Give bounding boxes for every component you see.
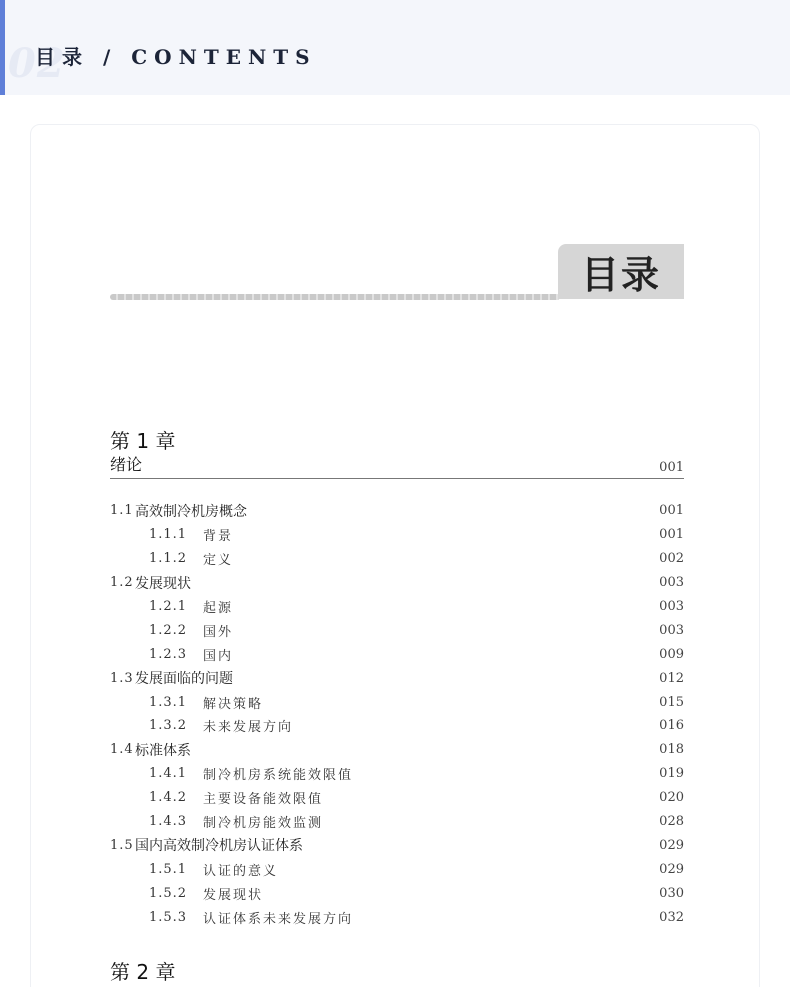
toc-entry-title: 标准体系 [135, 742, 191, 759]
chapter-2-label[interactable]: 第 2 章 [110, 960, 176, 984]
toc-entry[interactable] [110, 523, 684, 547]
toc-entry-title: 认证的意义 [203, 863, 279, 879]
toc-entry-title: 发展面临的问题 [135, 671, 233, 688]
toc-entry-number: 1.5.1 [149, 861, 188, 877]
toc-entry-title: 发展现状 [203, 887, 264, 903]
chapter-1-page: 001 [659, 460, 684, 475]
toc-entry-page: 003 [659, 575, 684, 591]
toc-entry-left [149, 645, 233, 664]
toc-heading-box [558, 244, 684, 299]
toc-entry-page: 030 [659, 885, 684, 901]
toc-entry-number: 1.4 [110, 742, 134, 758]
toc-entry[interactable] [110, 595, 684, 619]
toc-entry-left [110, 668, 233, 688]
toc-entry-title: 国内 [203, 648, 234, 664]
toc-entry[interactable] [110, 690, 684, 714]
toc-entry-number: 1.1 [110, 503, 134, 519]
toc-entry-number: 1.3 [110, 670, 134, 686]
toc-entry-left [149, 860, 278, 879]
toc-list [110, 499, 684, 929]
toc-entry-left [149, 693, 263, 712]
toc-entry[interactable] [110, 714, 684, 738]
toc-entry-page: 003 [659, 622, 684, 638]
toc-entry-page: 016 [659, 718, 684, 734]
toc-entry-number: 1.5 [110, 837, 134, 853]
toc-entry-number: 1.3.1 [149, 694, 188, 710]
header-title: 目录 / CONTENTS [35, 45, 317, 69]
toc-entry-page: 029 [659, 837, 684, 853]
toc-entry-left [110, 835, 303, 855]
toc-entry[interactable] [110, 642, 684, 666]
toc-entry-title: 制冷机房系统能效限值 [203, 768, 354, 784]
toc-entry-number: 1.3.2 [149, 718, 188, 734]
toc-entry-title: 制冷机房能效监测 [203, 816, 324, 832]
toc-entry-left [149, 812, 323, 831]
toc-entry[interactable] [110, 881, 684, 905]
toc-entry-title: 国外 [203, 624, 234, 640]
toc-entry-left [149, 788, 323, 807]
toc-entry-title: 发展现状 [135, 575, 191, 592]
toc-entry-title: 定义 [203, 553, 234, 569]
toc-entry-title: 起源 [203, 601, 234, 616]
toc-entry-title: 背景 [203, 529, 234, 545]
toc-entry[interactable] [110, 786, 684, 810]
toc-entry-number: 1.5.3 [149, 909, 188, 925]
toc-entry[interactable] [110, 810, 684, 834]
toc-heading-underline [110, 294, 560, 300]
toc-entry[interactable] [110, 618, 684, 642]
toc-entry-number: 1.2.1 [149, 599, 188, 614]
toc-heading: 目录 [580, 252, 661, 297]
toc-entry-left [110, 740, 191, 760]
toc-entry-title: 高效制冷机房概念 [135, 503, 247, 520]
toc-entry-page: 015 [659, 694, 684, 710]
toc-entry-page: 009 [659, 646, 684, 662]
toc-entry-left [149, 621, 233, 640]
toc-entry[interactable] [110, 738, 684, 762]
toc-entry-left [149, 597, 233, 616]
toc-entry-page: 003 [659, 599, 684, 614]
toc-entry-page: 028 [659, 814, 684, 830]
toc-entry-page: 012 [659, 670, 684, 686]
toc-entry-page: 001 [659, 503, 684, 519]
toc-entry[interactable] [110, 666, 684, 690]
toc-entry[interactable] [110, 571, 684, 595]
toc-entry-number: 1.1.2 [149, 551, 188, 567]
toc-entry-page: 001 [659, 527, 684, 543]
toc-entry-number: 1.2 [110, 575, 134, 591]
toc-entry[interactable] [110, 857, 684, 881]
toc-entry[interactable] [110, 762, 684, 786]
toc-entry-number: 1.4.2 [149, 790, 188, 806]
toc-entry-page: 018 [659, 742, 684, 758]
toc-entry-number: 1.1.1 [149, 527, 188, 543]
toc-entry-page: 002 [659, 551, 684, 567]
toc-entry-left [149, 525, 233, 544]
toc-entry-left [149, 716, 293, 735]
toc-entry-title: 认证体系未来发展方向 [203, 911, 354, 927]
toc-entry-left [149, 764, 353, 783]
chapter-1-label[interactable]: 第 1 章 [110, 429, 176, 453]
toc-entry-left [110, 573, 191, 593]
toc-entry[interactable] [110, 905, 684, 929]
toc-entry-left [149, 549, 233, 568]
toc-entry-number: 1.4.3 [149, 814, 188, 830]
toc-entry-title: 主要设备能效限值 [203, 792, 324, 808]
toc-entry-title: 国内高效制冷机房认证体系 [135, 838, 303, 855]
chapter-1-name: 绪论 [110, 455, 143, 474]
header-watermark-number: 02 [8, 40, 66, 87]
toc-entry[interactable] [110, 833, 684, 857]
toc-entry-left [110, 501, 247, 521]
page-header [0, 0, 790, 95]
chapter-1-row[interactable] [110, 455, 684, 479]
toc-entry-left [149, 884, 263, 903]
toc-entry[interactable] [110, 499, 684, 523]
toc-entry-title: 未来发展方向 [203, 720, 294, 736]
toc-entry[interactable] [110, 547, 684, 571]
toc-entry-number: 1.2.3 [149, 646, 188, 662]
toc-entry-page: 032 [659, 909, 684, 925]
toc-entry-page: 020 [659, 790, 684, 806]
toc-entry-number: 1.4.1 [149, 766, 188, 782]
toc-entry-title: 解决策略 [203, 696, 264, 712]
toc-entry-number: 1.2.2 [149, 622, 188, 638]
toc-entry-page: 029 [659, 861, 684, 877]
toc-entry-left [149, 908, 353, 927]
toc-entry-page: 019 [659, 766, 684, 782]
header-accent-bar [0, 0, 5, 95]
toc-entry-number: 1.5.2 [149, 885, 188, 901]
